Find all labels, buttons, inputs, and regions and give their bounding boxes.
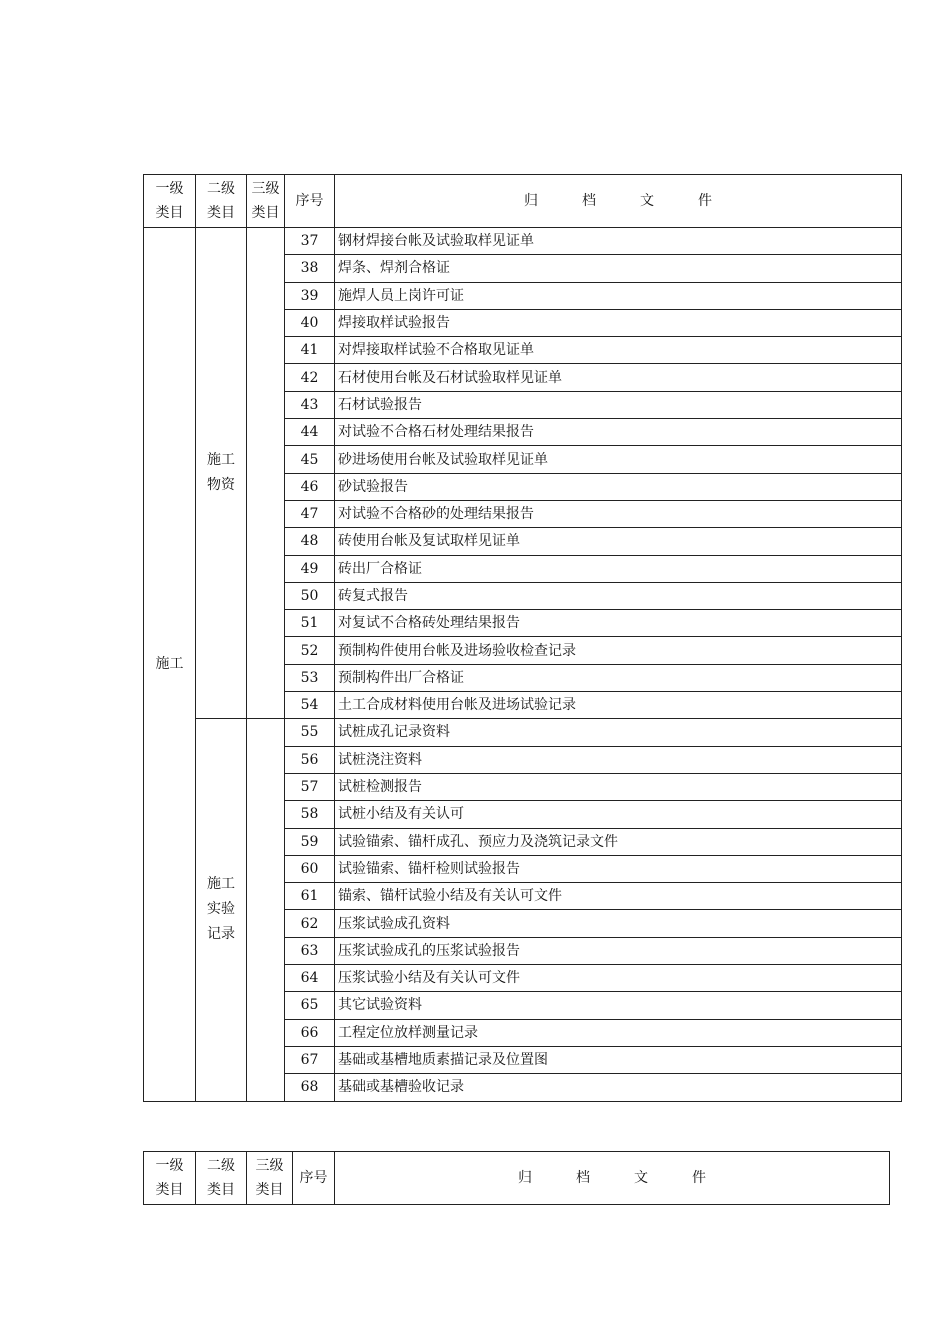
document-name-cell: 土工合成材料使用台帐及进场试验记录 [335,692,902,719]
document-name-cell: 锚索、锚杆试验小结及有关认可文件 [335,883,902,910]
serial-number-cell: 38 [285,255,335,282]
serial-number-cell: 42 [285,364,335,391]
serial-number-cell: 39 [285,282,335,309]
serial-number-cell: 50 [285,582,335,609]
serial-number-cell: 44 [285,419,335,446]
table-row [144,719,902,746]
document-name-cell: 对试验不合格砂的处理结果报告 [335,500,902,527]
document-name-cell: 工程定位放样测量记录 [335,1019,902,1046]
document-name-cell: 焊条、焊剂合格证 [335,255,902,282]
archive-table [143,174,902,1102]
serial-number-cell: 49 [285,555,335,582]
serial-number-cell: 57 [285,773,335,800]
header-archive-documents: 归 档 文 件 [335,1152,890,1205]
serial-number-cell: 52 [285,637,335,664]
document-name-cell: 对复试不合格砖处理结果报告 [335,610,902,637]
document-name-cell: 钢材焊接台帐及试验取样见证单 [335,228,902,255]
document-name-cell: 试验锚索、锚杆成孔、预应力及浇筑记录文件 [335,828,902,855]
header-serial-number: 序号 [285,175,335,228]
serial-number-cell: 45 [285,446,335,473]
serial-number-cell: 55 [285,719,335,746]
serial-number-cell: 64 [285,965,335,992]
serial-number-cell: 65 [285,992,335,1019]
serial-number-cell: 62 [285,910,335,937]
document-name-cell: 对试验不合格石材处理结果报告 [335,419,902,446]
table-row [144,228,902,255]
document-name-cell: 砖出厂合格证 [335,555,902,582]
document-name-cell: 对焊接取样试验不合格取见证单 [335,337,902,364]
serial-number-cell: 43 [285,391,335,418]
serial-number-cell: 37 [285,228,335,255]
document-name-cell: 预制构件出厂合格证 [335,664,902,691]
header-level1-category: 一级 类目 [144,175,196,228]
header-level2-category: 二级 类目 [196,175,247,228]
serial-number-cell: 58 [285,801,335,828]
serial-number-cell: 53 [285,664,335,691]
table-header-row [144,1152,890,1205]
header-serial-number: 序号 [293,1152,335,1205]
level3-category-cell [247,228,285,719]
header-level2-category: 二级 类目 [196,1152,247,1205]
document-name-cell: 砂试验报告 [335,473,902,500]
archive-table-continued [143,1151,890,1205]
serial-number-cell: 66 [285,1019,335,1046]
serial-number-cell: 40 [285,309,335,336]
serial-number-cell: 59 [285,828,335,855]
serial-number-cell: 51 [285,610,335,637]
serial-number-cell: 56 [285,746,335,773]
document-name-cell: 其它试验资料 [335,992,902,1019]
header-archive-documents: 归 档 文 件 [335,175,902,228]
level2-category-cell: 施工 实验 记录 [196,719,247,1101]
document-name-cell: 试桩浇注资料 [335,746,902,773]
serial-number-cell: 54 [285,692,335,719]
header-level1-category: 一级 类目 [144,1152,196,1205]
document-name-cell: 砂进场使用台帐及试验取样见证单 [335,446,902,473]
document-name-cell: 压浆试验小结及有关认可文件 [335,965,902,992]
document-name-cell: 基础或基槽验收记录 [335,1074,902,1101]
serial-number-cell: 46 [285,473,335,500]
document-name-cell: 试桩成孔记录资料 [335,719,902,746]
document-name-cell: 砖复式报告 [335,582,902,609]
document-name-cell: 石材使用台帐及石材试验取样见证单 [335,364,902,391]
document-name-cell: 预制构件使用台帐及进场验收检查记录 [335,637,902,664]
level3-category-cell [247,719,285,1101]
serial-number-cell: 68 [285,1074,335,1101]
document-name-cell: 砖使用台帐及复试取样见证单 [335,528,902,555]
document-name-cell: 试桩小结及有关认可 [335,801,902,828]
header-level3-category: 三级 类目 [247,175,285,228]
document-name-cell: 基础或基槽地质素描记录及位置图 [335,1046,902,1073]
serial-number-cell: 61 [285,883,335,910]
serial-number-cell: 48 [285,528,335,555]
serial-number-cell: 41 [285,337,335,364]
serial-number-cell: 63 [285,937,335,964]
document-name-cell: 压浆试验成孔资料 [335,910,902,937]
table-header-row [144,175,902,228]
document-name-cell: 焊接取样试验报告 [335,309,902,336]
document-name-cell: 压浆试验成孔的压浆试验报告 [335,937,902,964]
serial-number-cell: 47 [285,500,335,527]
document-name-cell: 试桩检测报告 [335,773,902,800]
serial-number-cell: 60 [285,855,335,882]
level2-category-cell: 施工 物资 [196,228,247,719]
document-name-cell: 试验锚索、锚杆检则试验报告 [335,855,902,882]
level1-category-cell: 施工 [144,228,196,1102]
document-name-cell: 石材试验报告 [335,391,902,418]
header-level3-category: 三级 类目 [247,1152,293,1205]
document-name-cell: 施焊人员上岗许可证 [335,282,902,309]
serial-number-cell: 67 [285,1046,335,1073]
